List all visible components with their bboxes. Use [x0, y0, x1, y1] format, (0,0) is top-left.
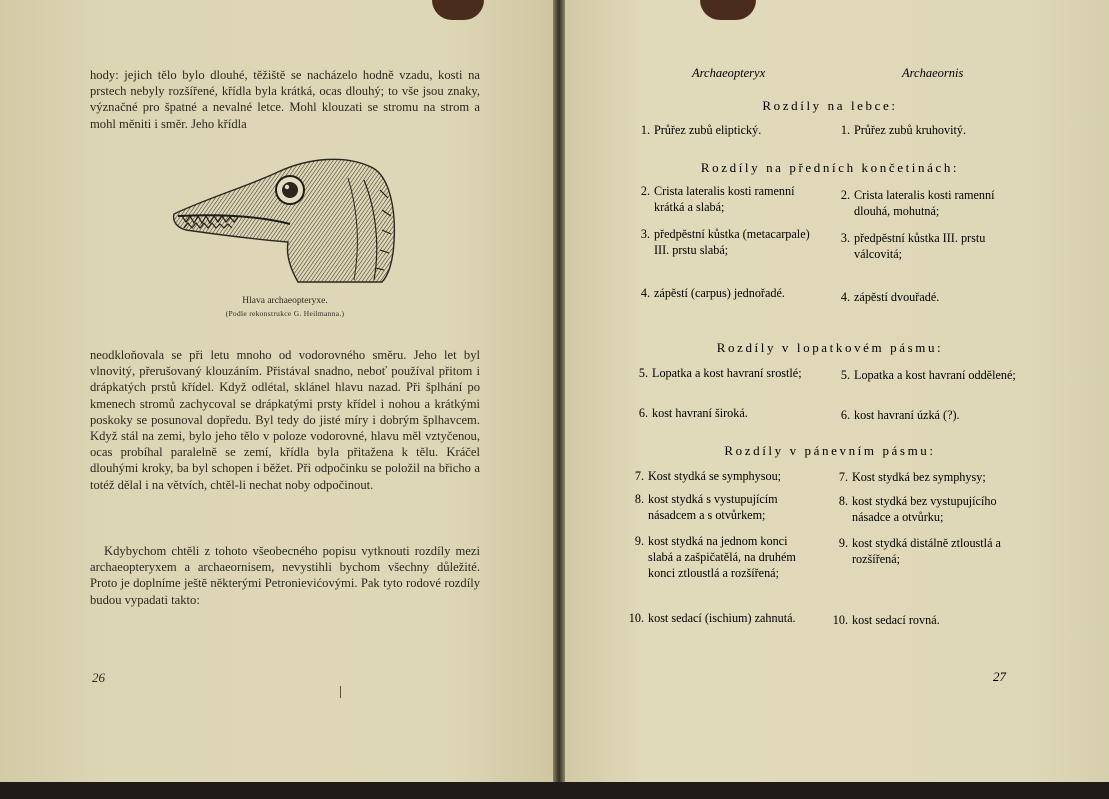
diff-row-8-right: [838, 494, 1016, 526]
diff-row-10-right-number: 10.: [832, 613, 848, 627]
diff-row-2-left: [640, 184, 814, 216]
diff-row-1-number: 1.: [640, 123, 650, 137]
diff-row-6-number: 6.: [638, 406, 648, 420]
diff-row-3-right-number: 3.: [840, 231, 850, 245]
diff-row-3-number: 3.: [640, 227, 650, 241]
diff-row-6-right-text: kost havraní úzká (?).: [854, 408, 960, 422]
diff-row-8-number: 8.: [634, 492, 644, 506]
diff-row-6-left: [638, 406, 812, 422]
diff-row-7-number: 7.: [634, 469, 644, 483]
diff-row-3-right: [840, 231, 1016, 263]
diff-row-7-right: [838, 470, 1022, 486]
diff-row-4-right-number: 4.: [840, 290, 850, 304]
column-header-archaeopteryx: Archaeopteryx: [692, 66, 766, 80]
diff-row-1-right-text: Průřez zubů kruhovitý.: [854, 123, 967, 137]
diff-row-2-right-text: Crista lateralis kosti ramenní dlouhá, mohutná;: [854, 188, 995, 218]
book-gutter: [553, 0, 565, 799]
diff-row-5-number: 5.: [638, 366, 648, 380]
diff-row-7-right-number: 7.: [838, 470, 848, 484]
diff-row-10-number: 10.: [628, 611, 644, 625]
diff-row-1-left: [640, 123, 829, 139]
left-page-number: 26: [92, 670, 105, 685]
figure-caption: Hlava archaeopteryxe.: [242, 296, 328, 306]
diff-row-7-right-text: Kost stydká bez symphysy;: [852, 470, 986, 484]
diff-row-4-right: [840, 290, 1016, 306]
diff-row-3-left-text: předpěstní kůstka (metacarpale) III. prstu slabá;: [654, 227, 810, 257]
diff-row-4-left-text: zápěstí (carpus) jednořadé.: [654, 286, 785, 300]
diff-row-9-left-text: kost stydká na jednom konci slabá a zašpičatělá, na druhém konci ztloustlá a rozšířená;: [648, 534, 796, 580]
diff-row-2-left-text: Crista lateralis kosti ramenní krátká a slabá;: [654, 184, 795, 214]
figure-credit: (Podle rekonstrukce G. Heilmanna.): [225, 309, 345, 318]
diff-row-8-right-text: kost stydká bez vystupujícího násadce a otvůrku;: [852, 494, 997, 524]
diff-row-3-right-text: předpěstní kůstka III. prstu válcovitá;: [854, 231, 986, 261]
diff-row-5-left: [638, 366, 812, 382]
section-title-shoulder-girdle: Rozdíly v lopatkovém pásmu:: [716, 340, 944, 355]
diff-row-2-number: 2.: [640, 184, 650, 198]
diff-row-6-right: [840, 408, 1016, 424]
right-page: [562, 0, 1109, 795]
diff-row-10-left: [628, 611, 810, 627]
diff-row-10-right: [832, 613, 1014, 629]
diff-row-1-left-text: Průřez zubů eliptický.: [654, 123, 762, 137]
diff-row-1-right: [840, 123, 1014, 139]
diff-row-3-left: [640, 227, 814, 259]
diff-row-2-right-number: 2.: [840, 188, 850, 202]
diff-row-4-left: [640, 286, 814, 302]
diff-row-5-left-text: Lopatka a kost havraní srostlé;: [652, 366, 802, 380]
diff-row-9-number: 9.: [634, 534, 644, 548]
diff-row-6-right-number: 6.: [840, 408, 850, 422]
left-paragraph-3: Kdybychom chtěli z tohoto všeobecného popisu vytknouti rozdíly mezi archaeopteryxem a archaeornisem, nevystihli bychom všechny důležité. Proto je doplníme ještě některými Petronievićovými. Pak tyto rodové rozdíly budou vypadati takto:: [90, 544, 480, 607]
section-title-forelimbs: Rozdíly na předních končetinách:: [700, 160, 960, 175]
diff-row-4-number: 4.: [640, 286, 650, 300]
diff-row-9-right: [838, 536, 1018, 568]
diff-row-10-right-text: kost sedací rovná.: [852, 613, 940, 627]
diff-row-8-left: [634, 492, 810, 524]
diff-row-9-right-number: 9.: [838, 536, 848, 550]
diff-row-8-right-number: 8.: [838, 494, 848, 508]
diff-row-5-right: [840, 368, 1016, 384]
diff-row-8-left-text: kost stydká s vystupujícím násadcem a s otvůrkem;: [648, 492, 778, 522]
section-title-pelvic-girdle: Rozdíly v pánevním pásmu:: [724, 443, 936, 458]
right-page-number: 27: [993, 669, 1006, 684]
diff-row-5-right-number: 5.: [840, 368, 850, 382]
diff-row-10-left-text: kost sedací (ischium) zahnutá.: [648, 611, 796, 625]
archaeopteryx-head-illustration: [168, 150, 408, 290]
diff-row-5-right-text: Lopatka a kost havraní oddělené;: [854, 368, 1016, 382]
diff-row-9-right-text: kost stydká distálně ztloustlá a rozšířená;: [852, 536, 1001, 566]
left-page: [0, 0, 556, 795]
column-header-archaeornis: Archaeornis: [902, 66, 964, 80]
left-paragraph-2: neodkloňovala se při letu mnoho od vodorovného směru. Jeho let byl vlnovitý, přerušovaný klouzáním. Přistával snadno, neboť používal přitom i drápkatých prstů křídel. Když odlétal, sklánel hlavu nazad. Při šplhání po kmenech stromů zachycoval se drápkatými prsty křídel i nohou a krátkými poskoky se posunoval dopředu. Byl tedy do jisté míry i dobrým šplhavcem. Když stál na zemi, bylo jeho tělo v poloze vodorovné, hlavu měl vztyčenou, ocas probíhal paralelně se zemí, křídla byla přitažena k tělu. Kráčel dlouhými kroky, ba byl schopen i běžet. Při odpočinku se položil na břicho a totéž dělal i na větvích, chtěl-li nechat noby odpočinout.: [90, 348, 480, 492]
left-paragraph-1: hody: jejich tělo bylo dlouhé, těžiště se nacházelo hodně vzadu, kosti na prstech nebyly rozšířené, křídla byla krátká, ocas dlouhý; to vše jsou znaky, význačné pro špatné a nevalné letce. Mohl klouzati se stromu na strom a mohl měniti i směr. Jeho křídla: [90, 68, 480, 131]
diff-row-6-left-text: kost havraní široká.: [652, 406, 748, 420]
book-bottom-edge: [0, 782, 1109, 799]
diff-row-1-right-number: 1.: [840, 123, 850, 137]
page-mark: [340, 686, 341, 698]
diff-row-4-right-text: zápěstí dvouřadé.: [854, 290, 940, 304]
diff-row-7-left: [634, 469, 818, 485]
diff-row-9-left: [634, 534, 810, 581]
diff-row-2-right: [840, 188, 1016, 220]
diff-row-7-left-text: Kost stydká se symphysou;: [648, 469, 782, 483]
section-title-skull: Rozdíly na lebce:: [762, 98, 898, 113]
